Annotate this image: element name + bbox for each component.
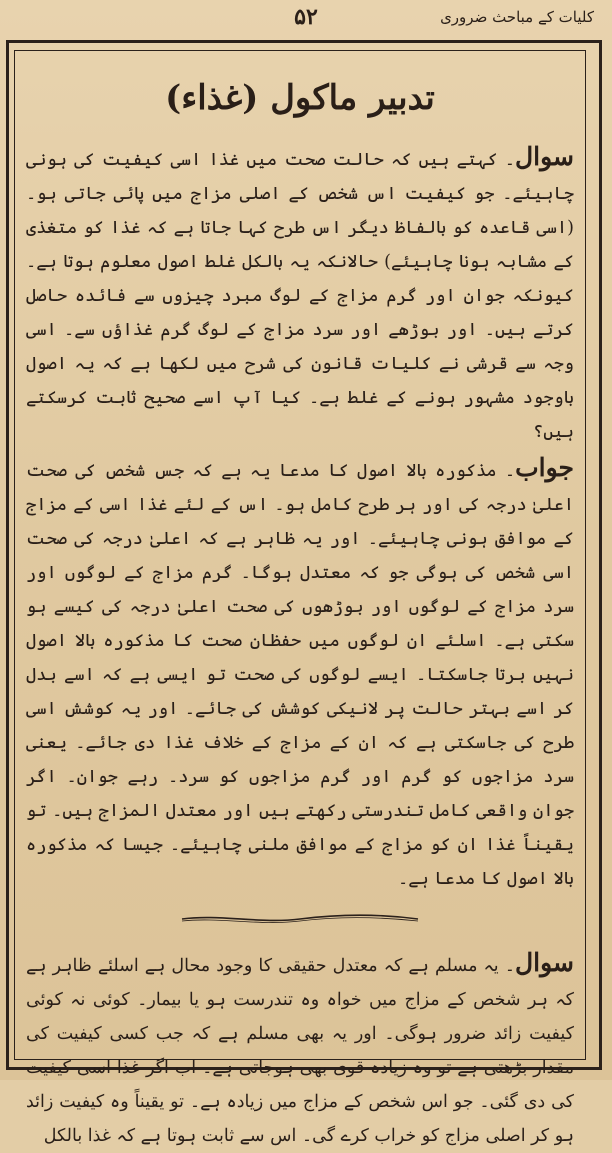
- question-paragraph-2: [26, 946, 574, 1153]
- chapter-heading: تدبیر ماکول (غذاء): [165, 78, 435, 118]
- question-text-2: ۔ یہ مسلم ہے کہ معتدل حقیقی کا وجود محال ہے اسلئے ظاہر ہے کہ ہر شخص کے مزاج میں خواہ وہ تندرست ہو یا بیمار۔ کوئی نہ کوئی کیفیت زائد ضرور ہوگی۔ اور یہ بھی مسلم ہے کہ جب کسی کیفیت کی مقدار بڑھتی ہے تو وہ زیادہ قوی بھی ہوجاتی ہے۔ اب اگر غذا اسی کیفیت کی دی گئی۔ جو اس شخص کے مزاج میں زیادہ ہے۔ تو یقیناً وہ کیفیت زائد ہو کر اصلی مزاج کو خراب کرے گی۔ اس سے ثابت ہوتا ہے کہ غذا بالکل: [26, 956, 574, 1146]
- page-header: [10, 4, 602, 36]
- answer-text: ۔ مذکورہ بالا اصول کا مدعا یہ ہے کہ جس شخص کی صحت اعلیٰ درجہ کی اور ہر طرح کامل ہو۔ اس کے لئے غذا اسی کے مزاج کے موافق ہونی چاہیئے۔ اور یہ ظاہر ہے کہ اعلیٰ درجہ کی صحت اسی شخص کی ہوگی جو کہ معتدل ہوگا۔ گرم مزاج کے لوگوں اور سرد مزاج کے لوگوں اور بوڑھوں کی صحت اعلیٰ درجہ کی کیسے ہو سکتی ہے۔ اسلئے ان لوگوں میں حفظان صحت کا مذکورہ بالا اصول نہیں برتا جاسکتا۔ ایسے لوگوں کی صحت تو ایسی ہے کہ اسے بدل کر اسے بہتر حالت پر لانیکی کوشش کی جائے۔ اور یہ کوشش اسی طرح کی جاسکتی ہے کہ ان کے مزاج کے خلاف غذا دی جائے۔ یعنی سرد مزاجوں کو گرم اور گرم مزاجوں کو سرد۔ رہے جوان۔ اگر جوان واقعی کامل تندرستی رکھتے ہیں اور معتدل المزاج ہیں۔ تو یقیناً غذا ان کو مزاج کے موافق ملنی چاہیئے۔ جیسا کہ مذکورہ بالا اصول کا مدعا ہے۔: [26, 461, 574, 889]
- ornamental-divider: [180, 912, 420, 926]
- divider-ornament-icon: [180, 912, 420, 926]
- answer-paragraph: [26, 451, 574, 896]
- page-content: [26, 60, 574, 1146]
- question-text: ۔ کہتے ہیں کہ حالت صحت میں غذا اسی کیفیت کی ہونی چاہیئے۔ جو کیفیت اس شخص کے اصلی مزاج میں پائی جاتی ہو۔ (اسی قاعدہ کو بالفاظ دیگر اس طرح کہا جاتا ہے کہ غذا کو متغذی کے مشابہ ہونا چاہیئے) حالانکہ یہ بالکل غلط اصول معلوم ہوتا ہے۔ کیونکہ جوان اور گرم مزاج کے لوگ مبرد چیزوں سے فائدہ حاصل کرتے ہیں۔ اور بوڑھے اور سرد مزاج کے لوگ گرم غذاؤں سے۔ اسی وجہ سے قرشی نے کلیات قانون کی شرح میں لکھا ہے کہ یہ اصول باوجود مشہور ہونے کے غلط ہے۔ کیا آپ اسے صحیح ثابت کرسکتے ہیں؟: [26, 150, 574, 442]
- running-title: کلیات کے مباحث ضروری: [440, 8, 594, 26]
- page-number: ۵۲: [294, 4, 318, 30]
- question-paragraph: [26, 140, 574, 449]
- answer-label: جواب: [515, 453, 574, 482]
- question-label: سوال: [515, 142, 574, 171]
- question-label-2: سوال: [515, 948, 574, 977]
